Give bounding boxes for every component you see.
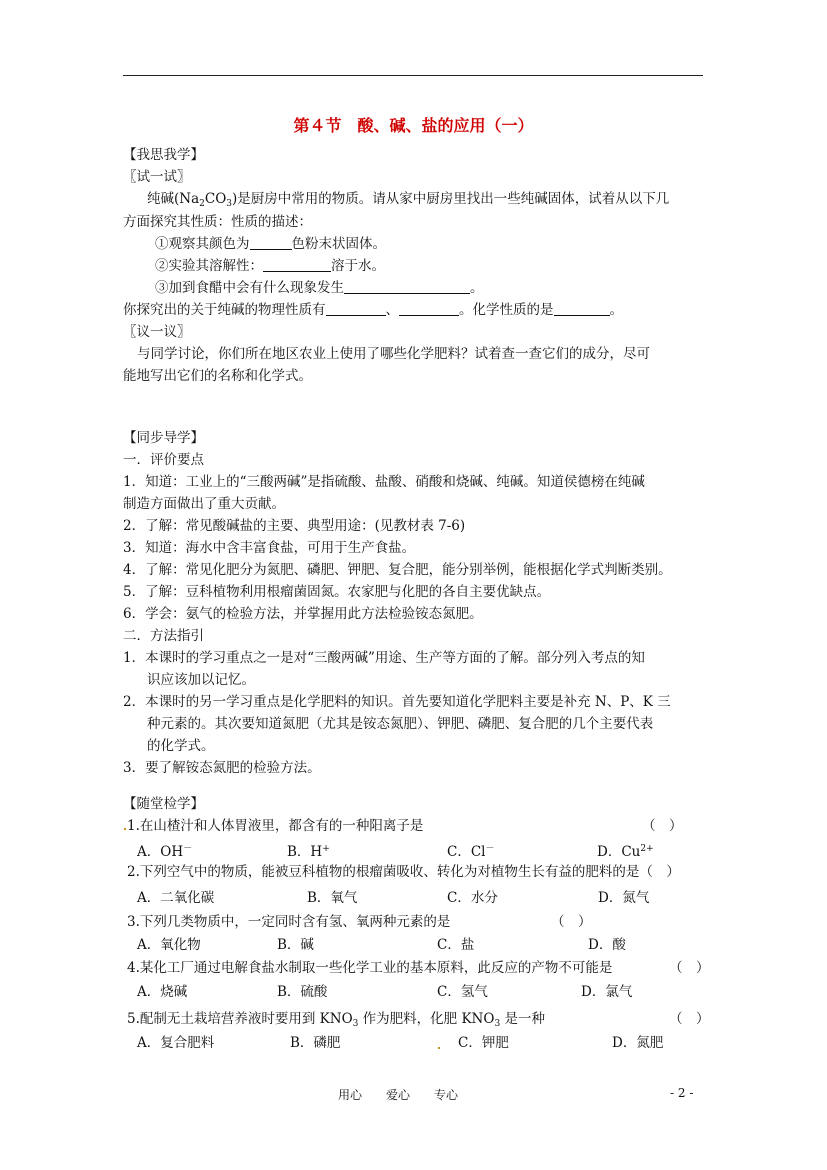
q3-option-d[interactable]: D．酸 [588, 937, 626, 953]
page-number: - 2 - [670, 1086, 694, 1100]
section-head-guide: 【同步导学】 [123, 430, 204, 446]
eval-item-4: 4．了解：常见化肥分为氮肥、磷肥、钾肥、复合肥，能分别举例，能根据化学式判断类别。 [123, 562, 672, 578]
blank-physical-2[interactable] [399, 302, 459, 316]
q4-option-c[interactable]: C．氢气 [437, 984, 488, 1000]
question-5: 5.配制无土栽培营养液时要用到 $KNO_3$ 作为肥料，化肥 $KNO_3$ 是一种 [127, 1011, 545, 1029]
discuss-line-1: 与同学讨论，你们所在地区农业上使用了哪些化学肥料？试着查一查它们的成分，尽可 [137, 346, 650, 362]
q1-option-c[interactable]: C．Cl－ [447, 844, 495, 860]
blank-color[interactable] [250, 236, 292, 250]
blank-physical-1[interactable] [326, 302, 386, 316]
guide-1b: 识应该加以记忆。 [147, 672, 255, 688]
q5-option-c[interactable]: C．钾肥 [458, 1035, 509, 1051]
q5-option-a[interactable]: A．复合肥料 [137, 1035, 215, 1051]
header-rule [123, 75, 703, 76]
answer-paren-3[interactable]: （ ） [551, 914, 592, 930]
try-head: 〖试一试〗 [123, 169, 191, 185]
intro-line-1: 纯碱$(Na_2CO_3)$是厨房中常用的物质。请从家中厨房里找出一些纯碱固体，试着从以下几 [147, 191, 670, 209]
eval-item-5: 5．了解：豆科植物利用根瘤菌固氮。农家肥与化肥的各自主要优缺点。 [123, 584, 551, 600]
stray-dot-2 [438, 1047, 440, 1049]
blank-vinegar[interactable] [344, 280, 470, 294]
eval-item-6: 6．学会：氨气的检验方法，并掌握用此方法检验铵态氮肥。 [123, 606, 483, 622]
q3-option-a[interactable]: A．氧化物 [137, 937, 201, 953]
q2-option-d[interactable]: D．氮气 [598, 890, 650, 906]
footer-motto: 用心 爱心 专心 [338, 1088, 459, 1102]
q1-option-b[interactable]: B．H+ [287, 844, 330, 860]
question-2: 2.下列空气中的物质，能被豆科植物的根瘤菌吸收、转化为对植物生长有益的肥料的是（ ） [127, 864, 680, 880]
answer-paren-5[interactable]: （ ） [669, 1011, 710, 1027]
question-1: 1.在山楂汁和人体胃液里，都含有的一种阳离子是 [127, 818, 424, 834]
eval-item-1b: 制造方面做出了重大贡献。 [123, 496, 285, 512]
eval-item-3: 3．知道：海水中含丰富食盐，可用于生产食盐。 [123, 540, 416, 556]
q4-option-a[interactable]: A．烧碱 [137, 984, 188, 1000]
q5-option-b[interactable]: B．磷肥 [290, 1035, 341, 1051]
question-color: ①观察其颜色为 色粉末状固体。 [155, 236, 386, 252]
intro-line-2: 方面探究其性质：性质的描述： [123, 214, 312, 230]
guide-2a: 2．本课时的另一学习重点是化学肥料的知识。首先要知道化学肥料主要是补充 N、P、K 三 [123, 694, 671, 710]
question-vinegar: ③加到食醋中会有什么现象发生 。 [155, 280, 484, 296]
blank-chemical[interactable] [554, 302, 610, 316]
answer-paren-1[interactable]: （ ） [642, 818, 683, 834]
guide-2c: 的化学式。 [147, 738, 215, 754]
question-solubility: ②实验其溶解性： 溶于水。 [155, 258, 385, 274]
guide-1a: 1．本课时的学习重点之一是对“三酸两碱”用途、生产等方面的了解。部分列入考点的知 [123, 650, 645, 666]
q1-option-d[interactable]: D．$Cu^{2+}$ [597, 844, 654, 860]
q3-option-c[interactable]: C．盐 [437, 937, 475, 953]
question-4: 4.某化工厂通过电解食盐水制取一些化学工业的基本原料，此反应的产物不可能是 [127, 960, 613, 976]
section-head-quiz: 【随堂检学】 [123, 796, 204, 812]
eval-item-2: 2．了解：常见酸碱盐的主要、典型用途：(见教材表 7-6) [123, 518, 466, 534]
q5-option-d[interactable]: D．氮肥 [612, 1035, 664, 1051]
page-title: 第４节 酸、碱、盐的应用（一） [293, 116, 534, 135]
q2-option-b[interactable]: B．氧气 [307, 890, 358, 906]
q4-option-d[interactable]: D．氯气 [581, 984, 633, 1000]
guide-2b: 种元素的。其次要知道氮肥（尤其是铵态氮肥）、钾肥、磷肥、复合肥的几个主要代表 [147, 716, 654, 732]
eval-item-1a: 1．知道：工业上的“三酸两碱”是指硫酸、盐酸、硝酸和烧碱、纯碱。知道侯德榜在纯碱 [123, 474, 645, 490]
section-head-thinking: 【我思我学】 [123, 147, 204, 163]
discuss-head: 〖议一议〗 [123, 324, 191, 340]
answer-paren-4[interactable]: （ ） [669, 960, 710, 976]
evaluation-head: 一．评价要点 [123, 452, 204, 468]
summary-line: 你探究出的关于纯碱的物理性质有 、 。化学性质的是 。 [123, 302, 623, 318]
blank-solubility[interactable] [263, 258, 331, 272]
q2-option-a[interactable]: A．二氧化碳 [137, 890, 215, 906]
q2-option-c[interactable]: C．水分 [447, 890, 498, 906]
method-head: 二．方法指引 [123, 628, 204, 644]
q4-option-b[interactable]: B．硫酸 [277, 984, 328, 1000]
stray-dot [124, 828, 126, 830]
question-3: 3.下列几类物质中，一定同时含有氢、氧两种元素的是 [127, 914, 451, 930]
discuss-line-2: 能地写出它们的名称和化学式。 [123, 368, 312, 384]
guide-3: 3．要了解铵态氮肥的检验方法。 [123, 760, 321, 776]
q3-option-b[interactable]: B．碱 [277, 937, 314, 953]
q1-option-a[interactable]: A．OH－ [137, 844, 193, 860]
